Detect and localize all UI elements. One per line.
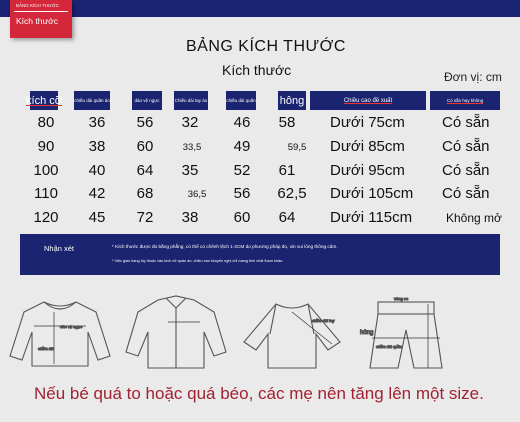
- row2-chest: 60: [136, 138, 154, 155]
- row2-sleeve: 33,5: [182, 142, 202, 153]
- row3-hip: 61: [278, 162, 296, 179]
- garment-diagrams: [0, 282, 520, 378]
- page-title: BẢNG KÍCH THƯỚC: [186, 38, 346, 55]
- row5-hip: 64: [278, 209, 296, 226]
- bust-label: dáo vệ ngực: [60, 324, 83, 329]
- row2-height: Dưới 85cm: [330, 138, 405, 155]
- header-chest: dáo vệ ngực: [132, 91, 162, 110]
- row4-chest: 68: [136, 185, 154, 202]
- row5-size: 120: [33, 209, 59, 226]
- note-line-1: * Kích thước được đo bằng phẳng, có thể có chênh lệch 1-2CM do phương pháp đo, xin vui lòng thông cảm.: [112, 244, 338, 249]
- header-sleeve: Chiều dài tay áo: [174, 91, 208, 110]
- row2-pants: 49: [233, 138, 251, 155]
- hip-label: hông: [360, 330, 374, 336]
- row4-size: 110: [34, 185, 58, 202]
- pants-diagram: [360, 296, 442, 368]
- page-subtitle: Kích thước: [222, 62, 292, 78]
- row3-sleeve: 35: [181, 162, 199, 179]
- row4-length: 42: [88, 185, 106, 202]
- footer-advice: Nếu bé quá to hoặc quá béo, các mẹ nên tăng lên một size.: [34, 384, 484, 403]
- badge-main-text: Kích thước: [16, 16, 58, 26]
- row3-size: 100: [33, 162, 59, 179]
- sweater-front-diagram: [10, 302, 110, 366]
- row1-chest: 56: [136, 114, 154, 131]
- header-recommended-height: Chiều cao đề xuất: [310, 91, 426, 110]
- row4-availability: Có sẵn: [442, 185, 490, 202]
- row5-chest: 72: [136, 209, 154, 226]
- note-box: [20, 234, 500, 275]
- size-badge: [10, 0, 72, 38]
- row4-height: Dưới 105cm: [330, 185, 414, 202]
- header-pants-length: chiều dài quần: [226, 91, 256, 110]
- header-hip: hông: [278, 91, 306, 110]
- row5-length: 45: [88, 209, 106, 226]
- note-line-2: * Việc giao hàng tùy thuộc vào kích cỡ quần áo, chiều cao khuyến nghị chỉ mang tính chất tham khảo.: [112, 259, 284, 263]
- raglan-sweater-diagram: [244, 304, 340, 368]
- row1-pants: 46: [233, 114, 251, 131]
- row2-length: 38: [88, 138, 106, 155]
- row1-hip: 58: [278, 114, 296, 131]
- pants-length-label: chiều dài quần: [376, 344, 403, 349]
- row5-height: Dưới 115cm: [330, 209, 413, 226]
- header-size: kích cỡ: [30, 91, 58, 110]
- row1-size: 80: [37, 114, 55, 131]
- row1-sleeve: 32: [181, 114, 199, 131]
- header-availability: Có sẵn hay không: [430, 91, 500, 110]
- row3-pants: 52: [233, 162, 251, 179]
- row3-height: Dưới 95cm: [330, 162, 405, 179]
- waist-label: vòng eo: [394, 296, 409, 301]
- row1-availability: Có sẵn: [442, 114, 490, 131]
- note-label: Nhận xét: [44, 244, 75, 253]
- sleeve-label: chiều dài tay: [312, 318, 335, 323]
- row3-availability: Có sẵn: [442, 162, 490, 179]
- row5-sleeve: 38: [181, 209, 199, 226]
- row1-height: Dưới 75cm: [330, 114, 405, 131]
- row2-hip: 59,5: [287, 142, 307, 153]
- row2-size: 90: [37, 138, 55, 155]
- length-label: chiều dài: [38, 346, 55, 351]
- row3-length: 40: [88, 162, 106, 179]
- row2-availability: Có sẵn: [442, 138, 490, 155]
- unit-label: Đơn vị: cm: [444, 70, 502, 84]
- row4-hip: 62,5: [277, 185, 307, 202]
- shirt-diagram: [126, 296, 226, 368]
- row5-pants: 60: [233, 209, 251, 226]
- row1-length: 36: [88, 114, 106, 131]
- top-banner: [0, 0, 520, 17]
- row3-chest: 64: [136, 162, 154, 179]
- badge-small-text: BẢNG KÍCH THƯỚC: [16, 3, 59, 8]
- row4-pants: 56: [233, 185, 251, 202]
- row5-availability: Không mở: [446, 211, 502, 225]
- badge-divider: [14, 11, 68, 12]
- row4-sleeve: 36,5: [187, 189, 207, 200]
- header-garment-length: chiều dài quần áo: [74, 91, 110, 110]
